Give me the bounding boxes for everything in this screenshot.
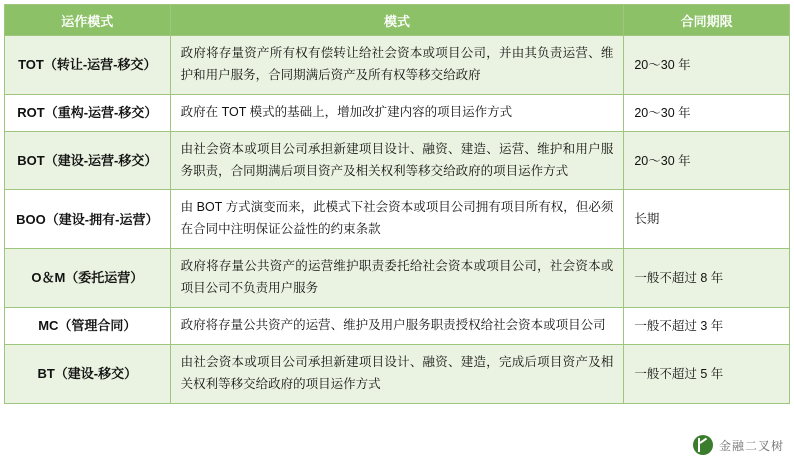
table-row (5, 131, 790, 190)
watermark (689, 433, 788, 457)
cell-mode: TOT（转让-运营-移交） (5, 36, 171, 95)
cell-description: 政府将存量资产所有权有偿转让给社会资本或项目公司，并由其负责运营、维护和用户服务，合同期满后资产及所有权等移交给政府 (170, 36, 624, 95)
table-header (5, 5, 790, 36)
cell-mode: BOO（建设-拥有-运营） (5, 190, 171, 249)
tree-logo-icon (693, 435, 713, 455)
cell-term: 长期 (624, 190, 790, 249)
table-row (5, 249, 790, 308)
cell-description: 由社会资本或项目公司承担新建项目设计、融资、建造、运营、维护和用户服务职责，合同期满后项目资产及相关权利等移交给政府的项目运作方式 (170, 131, 624, 190)
cell-mode: O＆M（委托运营） (5, 249, 171, 308)
operation-modes-table (4, 4, 790, 404)
cell-term: 一般不超过 5 年 (624, 344, 790, 403)
watermark-label: 金融二叉树 (718, 438, 784, 453)
table-row (5, 344, 790, 403)
cell-term: 20～30 年 (624, 94, 790, 131)
column-header-term: 合同期限 (624, 5, 790, 36)
cell-mode: ROT（重构-运营-移交） (5, 94, 171, 131)
cell-term: 20～30 年 (624, 36, 790, 95)
cell-mode: BOT（建设-运营-移交） (5, 131, 171, 190)
column-header-description: 模式 (170, 5, 624, 36)
cell-description: 由 BOT 方式演变而来，此模式下社会资本或项目公司拥有项目所有权，但必须在合同中注明保证公益性的约束条款 (170, 190, 624, 249)
cell-term: 20～30 年 (624, 131, 790, 190)
table-row (5, 94, 790, 131)
cell-mode: BT（建设-移交） (5, 344, 171, 403)
table-row (5, 190, 790, 249)
cell-description: 由社会资本或项目公司承担新建项目设计、融资、建造，完成后项目资产及相关权利等移交给政府的项目运作方式 (170, 344, 624, 403)
column-header-mode: 运作模式 (5, 5, 171, 36)
cell-description: 政府将存量公共资产的运营维护职责委托给社会资本或项目公司，社会资本或项目公司不负责用户服务 (170, 249, 624, 308)
cell-term: 一般不超过 8 年 (624, 249, 790, 308)
cell-mode: MC（管理合同） (5, 307, 171, 344)
cell-description: 政府在 TOT 模式的基础上，增加改扩建内容的项目运作方式 (170, 94, 624, 131)
table-row (5, 307, 790, 344)
table-body (5, 36, 790, 404)
document-page (0, 4, 794, 463)
table-header-row (5, 5, 790, 36)
table-row (5, 36, 790, 95)
cell-term: 一般不超过 3 年 (624, 307, 790, 344)
cell-description: 政府将存量公共资产的运营、维护及用户服务职责授权给社会资本或项目公司 (170, 307, 624, 344)
